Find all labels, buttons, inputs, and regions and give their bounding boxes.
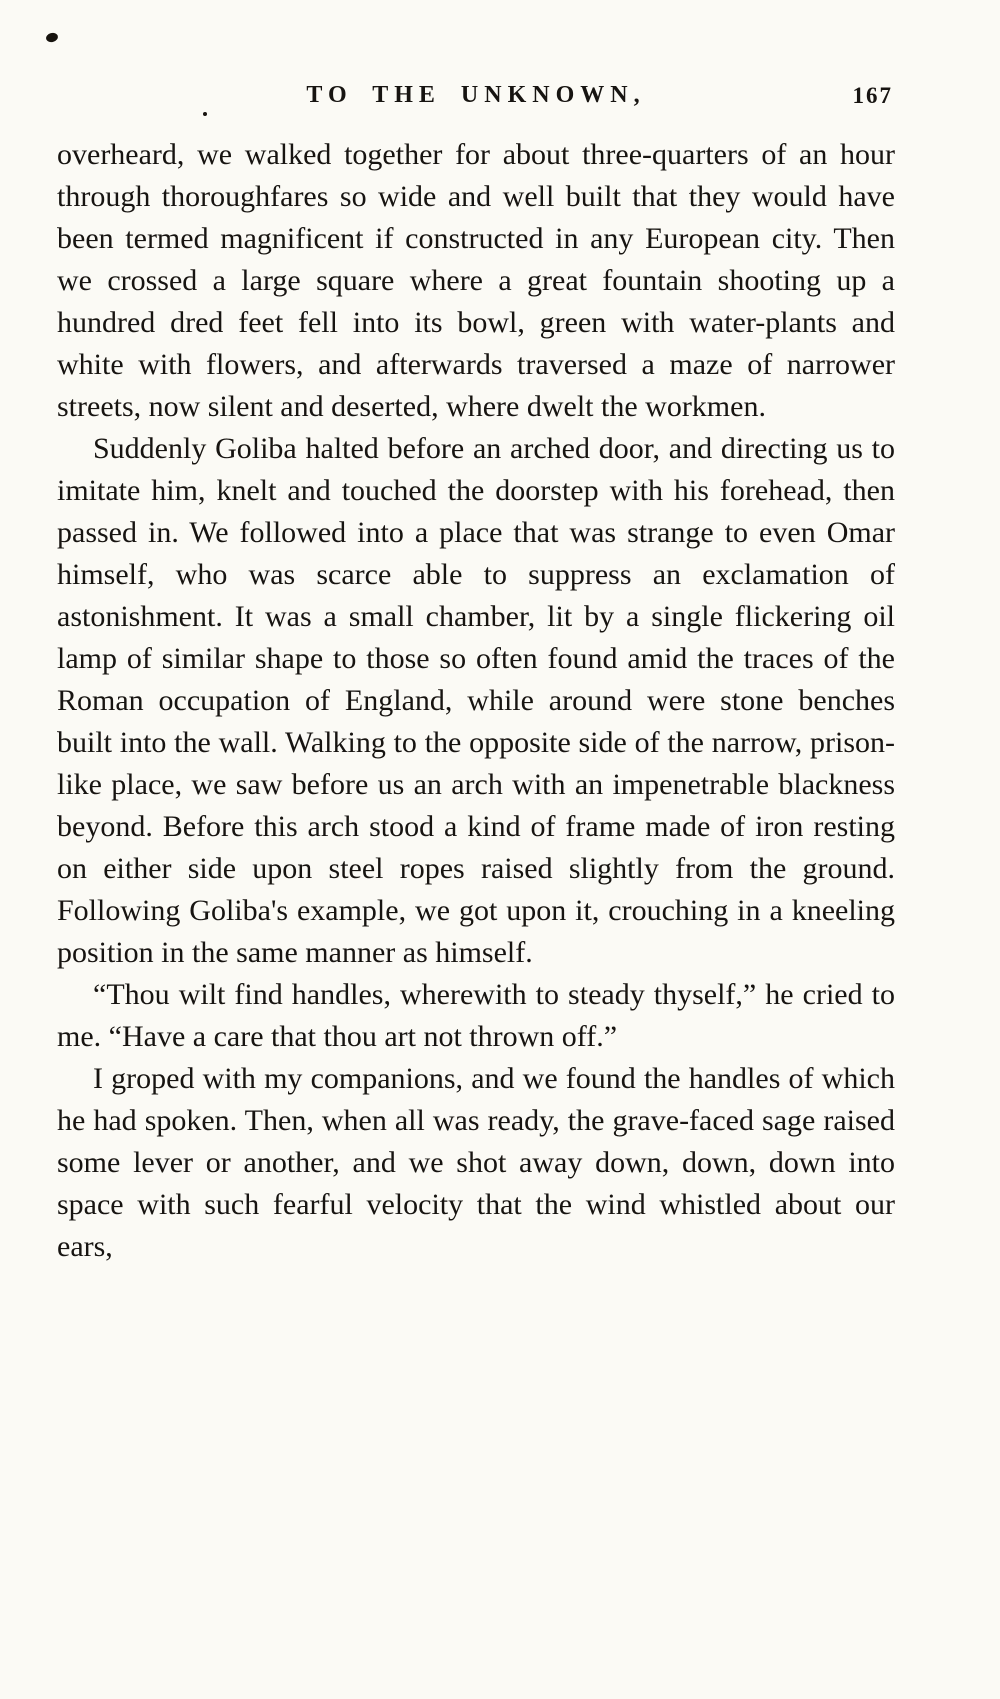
paragraph: Suddenly Goliba halted before an arched door, and directing us to imitate him, knelt and touched the doorstep with his forehead, then passed in. We followed into a place that was strange to even Omar himself, who was scarce able to suppress an exclamation of astonishment. It was a small chamber, lit by a single flickering oil lamp of similar shape to those so often found amid the traces of the Roman occupation of England, while around were stone benches built into the wall. Walking to the opposite side of the narrow, prison-like place, we saw before us an arch with an impenetrable blackness beyond. Before this arch stood a kind of frame made of iron resting on either side upon steel ropes raised slightly from the ground. Following Goliba's example, we got upon it, crouching in a kneeling position in the same manner as himself. <box>57 432 895 969</box>
running-title: TO THE UNKNOWN, <box>306 82 646 108</box>
body-text <box>57 134 895 1268</box>
page-header <box>57 82 895 116</box>
paragraph: overheard, we walked together for about three-quarters of an hour through thoroughfares so wide and well built that they would have been termed magnificent if constructed in any European city. Then we crossed a large square where a great fountain shooting up a hundred dred feet fell into its bowl, green with water-plants and white with flowers, and afterwards traversed a maze of narrower streets, now silent and deserted, where dwelt the workmen. <box>57 138 895 423</box>
scan-speck <box>45 32 59 44</box>
paragraph: I groped with my companions, and we found the handles of which he had spoken. Then, when all was ready, the grave-faced sage raised some lever or another, and we shot away down, down, down into space with such fearful velocity that the wind whistled about our ears, <box>57 1062 895 1263</box>
paragraph-dialogue: “Thou wilt find handles, wherewith to steady thyself,” he cried to me. “Have a care that thou art not thrown off.” <box>57 978 895 1053</box>
page-number: 167 <box>852 83 893 108</box>
